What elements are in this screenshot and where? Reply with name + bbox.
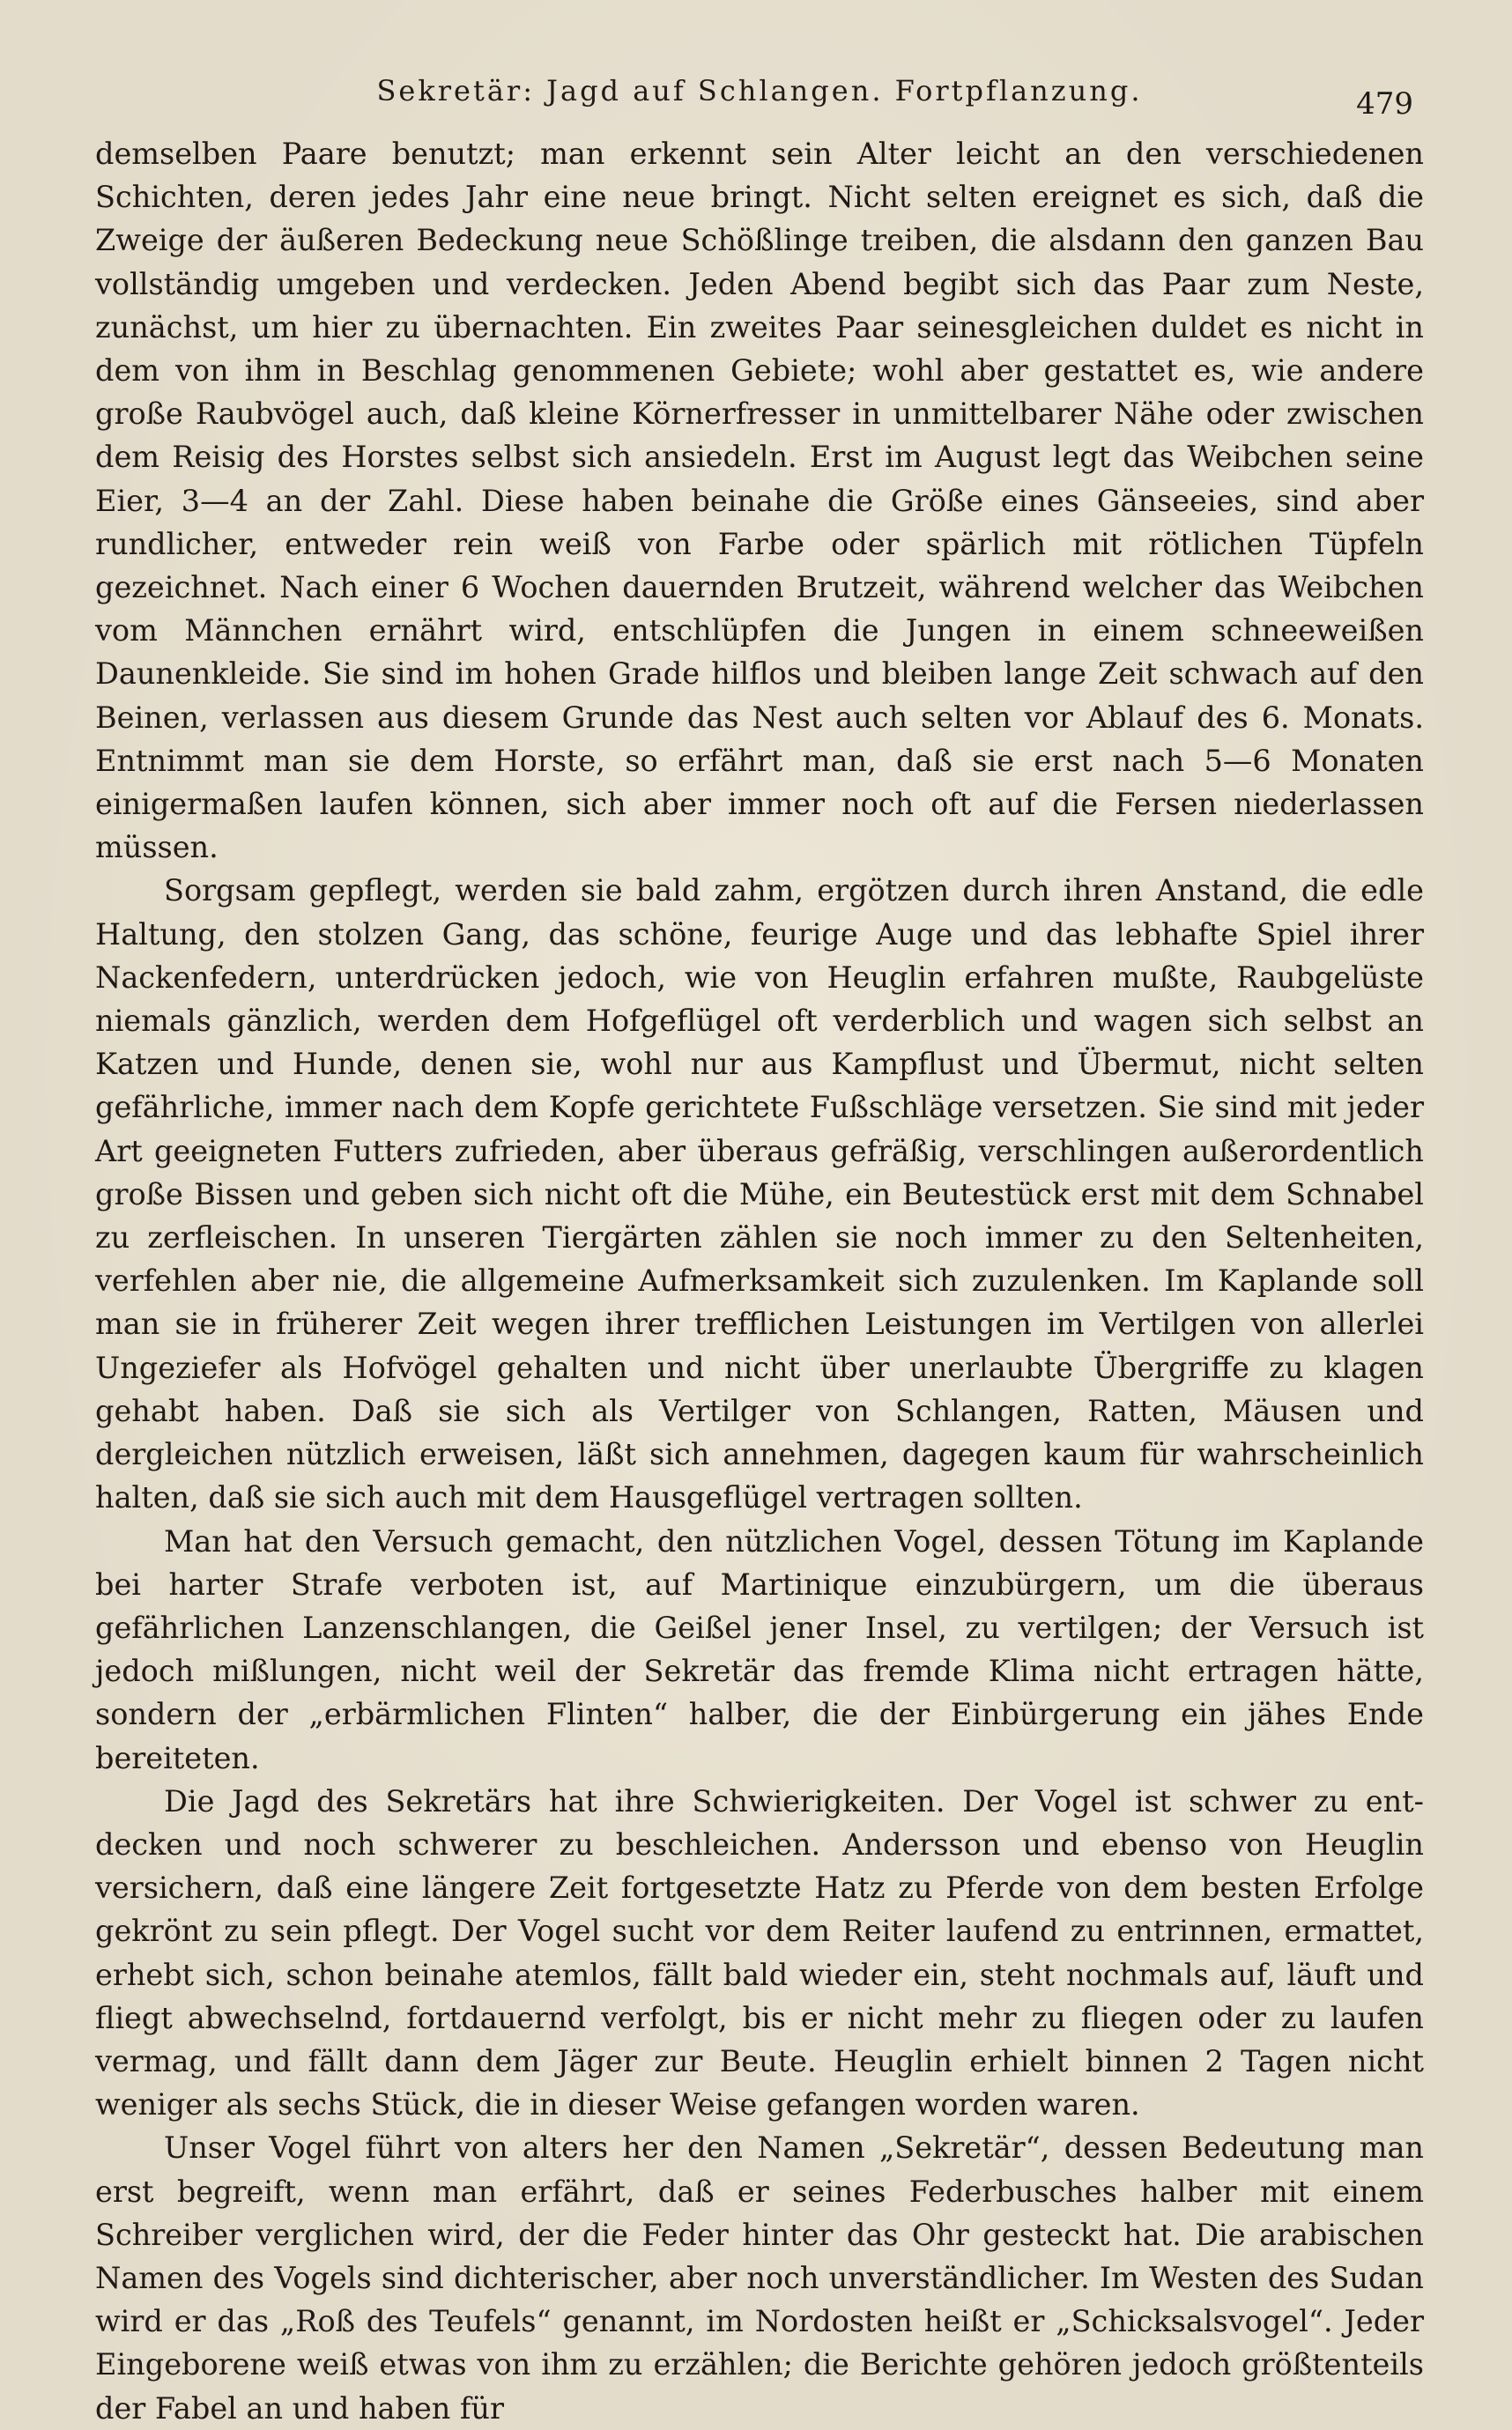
body-text <box>95 132 1424 2430</box>
paragraph-2: Sorgsam gepflegt, werden sie bald zahm, ergötzen durch ihren Anstand, die edle Haltung, den stolzen Gang, das schöne, feurige Auge und das lebhafte Spiel ihrer Nackenfedern, unterdrücken jedoch, wie von Heuglin erfahren mußte, Raubgelüste niemals gänzlich, werden dem Hofgeflügel oft verderblich und wagen sich selbst an Katzen und Hunde, denen sie, wohl nur aus Kampflust und Übermut, nicht selten gefährliche, immer nach dem Kopfe gerichtete Fußschläge versetzen. Sie sind mit jeder Art geeigneten Futters zufrieden, aber überaus gefräßig, verschlingen außerordentlich große Bissen und geben sich nicht oft die Mühe, ein Beutestück erst mit dem Schnabel zu zerfleischen. In unseren Tiergärten zählen sie noch immer zu den Seltenheiten, verfehlen aber nie, die allgemeine Aufmerksamkeit sich zuzulenken. Im Kaplande soll man sie in früherer Zeit wegen ihrer trefflichen Leistungen im Vertilgen von allerlei Ungeziefer als Hofvögel gehalten und nicht über unerlaubte Übergriffe zu klagen gehabt haben. Daß sie sich als Vertilger von Schlangen, Ratten, Mäusen und dergleichen nützlich erweisen, läßt sich annehmen, dagegen kaum für wahrscheinlich halten, daß sie sich auch mit dem Hausgeflügel vertragen sollten. <box>95 873 1424 1515</box>
paragraph-4: Die Jagd des Sekretärs hat ihre Schwierigkeiten. Der Vogel ist schwer zu entdecken und noch schwerer zu beschleichen. Andersson und ebenso von Heuglin versichern, daß eine längere Zeit fortgesetzte Hatz zu Pferde von dem besten Erfolge gekrönt zu sein pflegt. Der Vogel sucht vor dem Reiter laufend zu entrinnen, ermattet, erhebt sich, schon beinahe atemlos, fällt bald wieder ein, steht nochmals auf, läuft und fliegt abwechselnd, fortdauernd verfolgt, bis er nicht mehr zu fliegen oder zu laufen vermag, und fällt dann dem Jäger zur Beute. Heuglin erhielt binnen 2 Tagen nicht weniger als sechs Stück, die in dieser Weise gefangen worden waren. <box>95 1783 1424 2123</box>
paragraph-5: Unser Vogel führt von alters her den Namen „Sekretär“, dessen Bedeutung man erst begreift, wenn man erfährt, daß er seines Federbusches halber mit einem Schreiber verglichen wird, der die Feder hinter das Ohr gesteckt hat. Die arabischen Namen des Vogels sind dichterischer, aber noch unverständlicher. Im Westen des Sudan wird er das „Roß des Teufels“ genannt, im Nordosten heißt er „Schicksalsvogel“. Jeder Eingeborene weiß etwas von ihm zu erzählen; die Berichte gehören jedoch größtenteils der Fabel an und haben für <box>95 2130 1424 2426</box>
page-number: 479 <box>1356 86 1413 122</box>
running-header <box>95 74 1424 122</box>
paragraph-3: Man hat den Versuch gemacht, den nützlichen Vogel, dessen Tötung im Kaplande bei harter Strafe verboten ist, auf Martinique einzubürgern, um die überaus gefährlichen Lanzenschlangen, die Geißel jener Insel, zu vertilgen; der Versuch ist jedoch mißlungen, nicht weil der Sekretär das fremde Klima nicht ertragen hätte, sondern der „erbärmlichen Flinten“ halber, die der Einbürgerung ein jähes Ende bereiteten. <box>95 1523 1424 1775</box>
running-title: Sekretär: Jagd auf Schlangen. Fortpflanzung. <box>376 74 1143 107</box>
paragraph-1: demselben Paare benutzt; man erkennt sein Alter leicht an den verschiedenen Schichten, deren jedes Jahr eine neue bringt. Nicht selten ereignet es sich, daß die Zweige der äußeren Bedeckung neue Schößlinge treiben, die alsdann den ganzen Bau vollständig umgeben und verdecken. Jeden Abend begibt sich das Paar zum Neste, zunächst, um hier zu übernachten. Ein zweites Paar seinesgleichen duldet es nicht in dem von ihm in Beschlag genommenen Gebiete; wohl aber gestattet es, wie andere große Raubvögel auch, daß kleine Körnerfresser in unmittelbarer Nähe oder zwischen dem Reisig des Horstes selbst sich ansiedeln. Erst im August legt das Weibchen seine Eier, 3—4 an der Zahl. Diese haben beinahe die Größe eines Gänseeies, sind aber rundlicher, entweder rein weiß von Farbe oder spärlich mit rötlichen Tüpfeln gezeichnet. Nach einer 6 Wochen dauernden Brutzeit, während welcher das Weibchen vom Männchen ernährt wird, entschlüpfen die Jungen in einem schneeweißen Daunenkleide. Sie sind im hohen Grade hilflos und bleiben lange Zeit schwach auf den Beinen, verlassen aus diesem Grunde das Nest auch selten vor Ablauf des 6. Monats. Entnimmt man sie dem Horste, so erfährt man, daß sie erst nach 5—6 Monaten einigermaßen laufen können, sich aber immer noch oft auf die Fersen niederlassen müssen. <box>95 137 1424 865</box>
